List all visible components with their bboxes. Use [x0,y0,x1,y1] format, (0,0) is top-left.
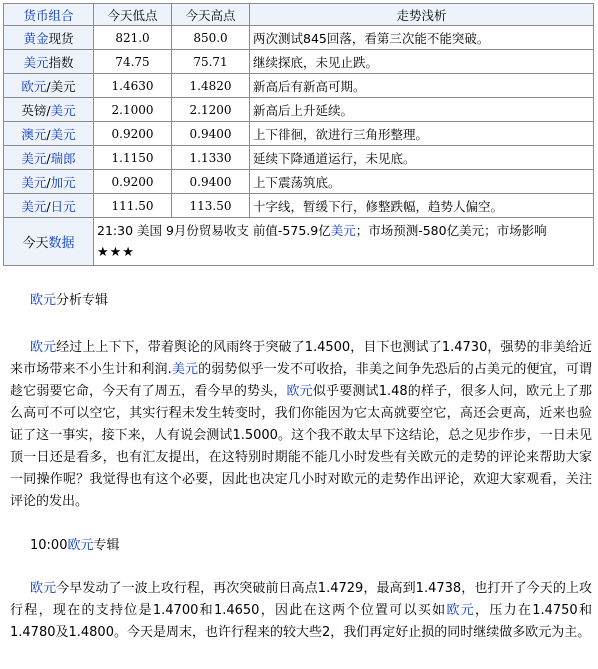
table-row [4,194,594,218]
pair-sep: / [46,126,51,142]
trend-cell: 新高后有新高可期。 [250,74,594,98]
section2-heading-link[interactable]: 欧元 [67,538,94,553]
table-row [4,26,594,50]
pair-b: 指数 [48,54,74,70]
high-cell: 75.71 [172,50,250,74]
pair-b: 现货 [48,30,74,46]
low-cell: 2.1000 [94,98,172,122]
trend-cell: 延续下降通道运行，未见底。 [250,146,594,170]
table-row [4,122,594,146]
pair-link-b[interactable]: 瑞郎 [50,150,76,166]
pair-link[interactable]: 美元 [23,54,49,70]
today-text-2: ；市场预测-580亿美元；市场影响 [355,223,547,238]
section1-heading-link[interactable]: 欧元 [30,293,57,308]
section2-heading-time: 10:00 [30,538,68,553]
today-text-1: 21:30 美国 9月份贸易收支 前值-575.9亿 [97,223,331,238]
today-label-a: 今天 [22,236,49,251]
low-cell: 0.9200 [94,170,172,194]
low-cell: 821.0 [94,26,172,50]
para-text: ，压力在1.4750和1.4780及1.4800。今天是周末，也许行程来的较大些2，我们再定好止损的同时继续做多欧元为主。 [10,603,592,640]
pair-cell [4,50,94,74]
pair-link[interactable]: 美元 [21,198,47,214]
trend-cell: 上下震荡筑底。 [250,170,594,194]
table-row [4,146,594,170]
para-text: 今早发动了一波上攻行程，再次突破前日高点1.4729，最高到1.4738，也打开了今天的上攻行程，现在的支持位是1.4700和1.4650，因此在这两个位置可以买如 [10,581,592,618]
pair-cell [4,146,94,170]
pair-cell [4,170,94,194]
header-trend: 走势浅析 [250,4,594,26]
section2-paragraph [10,578,592,644]
high-cell: 1.4820 [172,74,250,98]
pair-cell [4,194,94,218]
table-row [4,98,594,122]
today-data-text [94,218,594,266]
pair-link[interactable]: 美元 [21,174,47,190]
high-cell: 0.9400 [172,122,250,146]
high-cell: 850.0 [172,26,250,50]
para-link-euro[interactable]: 欧元 [30,340,57,355]
pair-link[interactable]: 美元 [21,150,47,166]
high-cell: 2.1200 [172,98,250,122]
section1-paragraph [10,337,592,513]
low-cell: 111.50 [94,194,172,218]
table-row [4,74,594,98]
trend-cell: 上下徘徊，欲进行三角形整理。 [250,122,594,146]
low-cell: 0.9200 [94,122,172,146]
low-cell: 74.75 [94,50,172,74]
today-data-row [4,218,594,266]
para-link-usd[interactable]: 美元 [171,362,199,377]
table-header-row [4,4,594,26]
high-cell: 1.1330 [172,146,250,170]
pair-link-b[interactable]: 日元 [50,198,76,214]
table-row [4,170,594,194]
section2-heading [30,535,120,557]
pair-link[interactable]: 美元 [50,102,76,118]
para-link-euro[interactable]: 欧元 [30,581,57,596]
high-cell: 0.9400 [172,170,250,194]
para-link-euro-2[interactable]: 欧元 [286,384,313,399]
header-low: 今天低点 [94,4,172,26]
section1-heading [30,290,108,312]
impact-stars: ★★★ [97,245,135,260]
trend-cell: 两次测试845回落，看第三次能不能突破。 [250,26,594,50]
pair-sep: / [46,102,51,118]
pair-link[interactable]: 黄金 [23,30,49,46]
pair-sep: / [46,174,51,190]
trend-cell: 十字线，暂缓下行，修整跌幅，趋势人偏空。 [250,194,594,218]
pair-cell [4,26,94,50]
para-text: 经过上上下下，带着舆论的风雨终于突破了1.4500，目下也测试了1.4730，强势的非美给近来市场带来不小生计和利润. [10,340,592,377]
pair-sep: / [46,150,51,166]
currency-table [3,3,594,266]
pair-b: 美元 [50,78,76,94]
pair-a: 英镑 [21,102,47,118]
pair-link[interactable]: 欧元 [21,78,47,94]
section2-heading-text: 专辑 [93,538,120,553]
pair-cell [4,98,94,122]
para-text: 的弱势似乎一发不可收拾，非美之间争先恐后的占美元的便宜，可谓趁它弱要它命，今天有了周五，看今早的势头， [10,362,592,399]
today-label-cell [4,218,94,266]
low-cell: 1.1150 [94,146,172,170]
header-pair-a: 货币组合 [23,7,74,23]
para-link-euro-2[interactable]: 欧元 [446,603,476,618]
pair-link-b[interactable]: 加元 [50,174,76,190]
today-data-link[interactable]: 数据 [48,236,75,251]
pair-sep: / [46,198,51,214]
high-cell: 113.50 [172,194,250,218]
section1-heading-text: 分析专辑 [56,293,109,308]
header-pair [4,4,94,26]
pair-sep: / [46,78,51,94]
header-high: 今天高点 [172,4,250,26]
pair-cell [4,122,94,146]
low-cell: 1.4630 [94,74,172,98]
para-text: 似乎要测试1.48的样子，很多人问，欧元上了那么高可不可以空它，其实行程未发生转变时，我们你能因为它太高就要空它，高还会更高，近来也验证了这一事实，接下来，人有说会测试1.5000。这个我不敢太早下这结论，总之见步作步，一日未见顶一日还是看多，也有汇友提出，在这特别时期能不能几小时发些有关欧元的走势的评论来帮助大家一同操作呢？我觉得也有这个必要，因此也决定几小时对欧元的走势作出评论，欢迎大家观看，关注评论的发出。 [10,384,592,509]
pair-link-b[interactable]: 美元 [50,126,76,142]
trend-cell: 新高后上升延续。 [250,98,594,122]
trend-cell: 继续探底，未见止跌。 [250,50,594,74]
table-row [4,50,594,74]
today-usd-link[interactable]: 美元 [330,223,356,238]
pair-link[interactable]: 澳元 [21,126,47,142]
pair-cell [4,74,94,98]
